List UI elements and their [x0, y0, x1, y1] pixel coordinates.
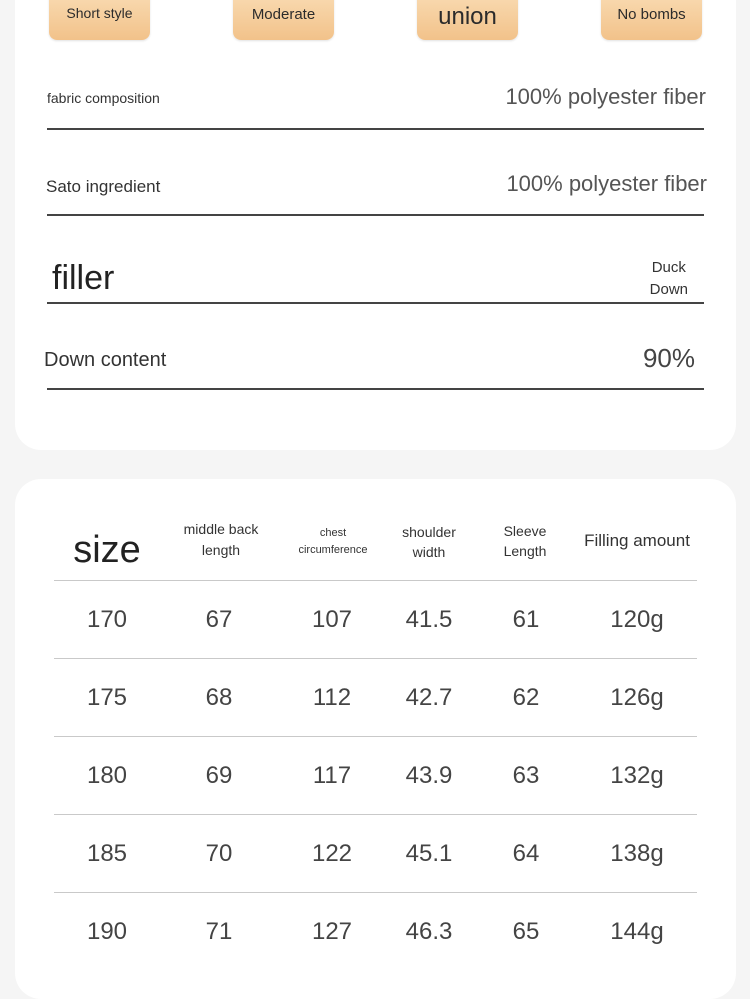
- cell-shoulder-width: 46.3: [405, 917, 453, 945]
- cell-middle-back-length: 71: [205, 917, 233, 945]
- cell-chest-circumference: 127: [311, 917, 353, 945]
- cell-sleeve-length: 65: [512, 917, 540, 945]
- header-middle-back-length: [184, 519, 259, 561]
- tag-label: Moderate: [251, 6, 316, 23]
- cell-size: 190: [86, 917, 128, 945]
- property-value: [650, 257, 688, 301]
- cell-filling-amount: 132g: [610, 761, 664, 789]
- property-row-filler: [47, 240, 704, 304]
- property-row-sato-ingredient: [46, 150, 707, 216]
- cell-middle-back-length: 69: [205, 761, 233, 789]
- header-label: size: [73, 529, 141, 571]
- header-size: [73, 528, 141, 574]
- row-divider: [54, 736, 697, 737]
- property-value: 100% polyester fiber: [505, 84, 706, 109]
- cell-middle-back-length: 68: [205, 683, 233, 711]
- cell-shoulder-width: 41.5: [405, 606, 453, 633]
- header-label: width: [412, 544, 446, 560]
- row-divider: [54, 658, 697, 659]
- header-label: circumference: [298, 544, 368, 556]
- cell-size: 180: [86, 761, 128, 789]
- tag-label: Short style: [66, 5, 133, 21]
- cell-chest-circumference: 122: [311, 839, 353, 867]
- property-row-down-content: [44, 325, 704, 390]
- property-label: filler: [52, 259, 115, 297]
- header-sleeve-length: [504, 521, 547, 561]
- header-filling-amount: [584, 531, 690, 551]
- property-label: Sato ingredient: [46, 177, 161, 196]
- property-label: Down content: [44, 349, 167, 371]
- cell-sleeve-length: 62: [512, 683, 540, 711]
- cell-size: 170: [86, 606, 128, 633]
- cell-chest-circumference: 112: [312, 683, 352, 711]
- header-label: Filling amount: [584, 531, 690, 550]
- cell-filling-amount: 144g: [610, 917, 664, 945]
- property-value: 100% polyester fiber: [506, 171, 707, 196]
- header-label: Sleeve: [503, 523, 547, 539]
- tag-label: No bombs: [617, 6, 686, 23]
- row-divider: [54, 580, 697, 581]
- tag-no-bombs: [601, 0, 702, 40]
- header-label: length: [201, 542, 241, 558]
- cell-size: 185: [86, 839, 128, 867]
- property-row-fabric-composition: [47, 60, 704, 130]
- header-label: shoulder: [402, 524, 456, 540]
- tag-short-style: [49, 0, 150, 40]
- cell-chest-circumference: 107: [311, 606, 353, 633]
- cell-filling-amount: 138g: [610, 839, 664, 867]
- cell-sleeve-length: 64: [512, 839, 540, 867]
- property-value-line: Down: [649, 281, 688, 298]
- row-divider: [54, 814, 697, 815]
- property-value-line: Duck: [651, 259, 686, 276]
- cell-chest-circumference: 117: [312, 761, 352, 789]
- cell-shoulder-width: 43.9: [405, 761, 453, 789]
- tag-moderate: [233, 0, 334, 40]
- cell-filling-amount: 120g: [610, 606, 664, 633]
- row-divider: [54, 892, 697, 893]
- property-value: 90%: [642, 343, 695, 373]
- header-chest-circumference: [298, 525, 367, 559]
- header-label: chest: [319, 527, 347, 539]
- cell-sleeve-length: 63: [512, 761, 540, 789]
- tag-union: [417, 0, 518, 40]
- header-shoulder-width: [402, 522, 456, 562]
- header-label: Length: [503, 543, 547, 559]
- header-label: middle back: [183, 521, 259, 537]
- cell-filling-amount: 126g: [610, 683, 664, 711]
- cell-shoulder-width: 45.1: [405, 839, 453, 867]
- property-label: fabric composition: [47, 90, 160, 106]
- cell-middle-back-length: 67: [205, 606, 233, 633]
- cell-size: 175: [86, 683, 128, 711]
- tag-label: union: [438, 3, 497, 30]
- cell-middle-back-length: 70: [205, 839, 233, 867]
- cell-shoulder-width: 42.7: [405, 683, 453, 711]
- cell-sleeve-length: 61: [512, 606, 540, 633]
